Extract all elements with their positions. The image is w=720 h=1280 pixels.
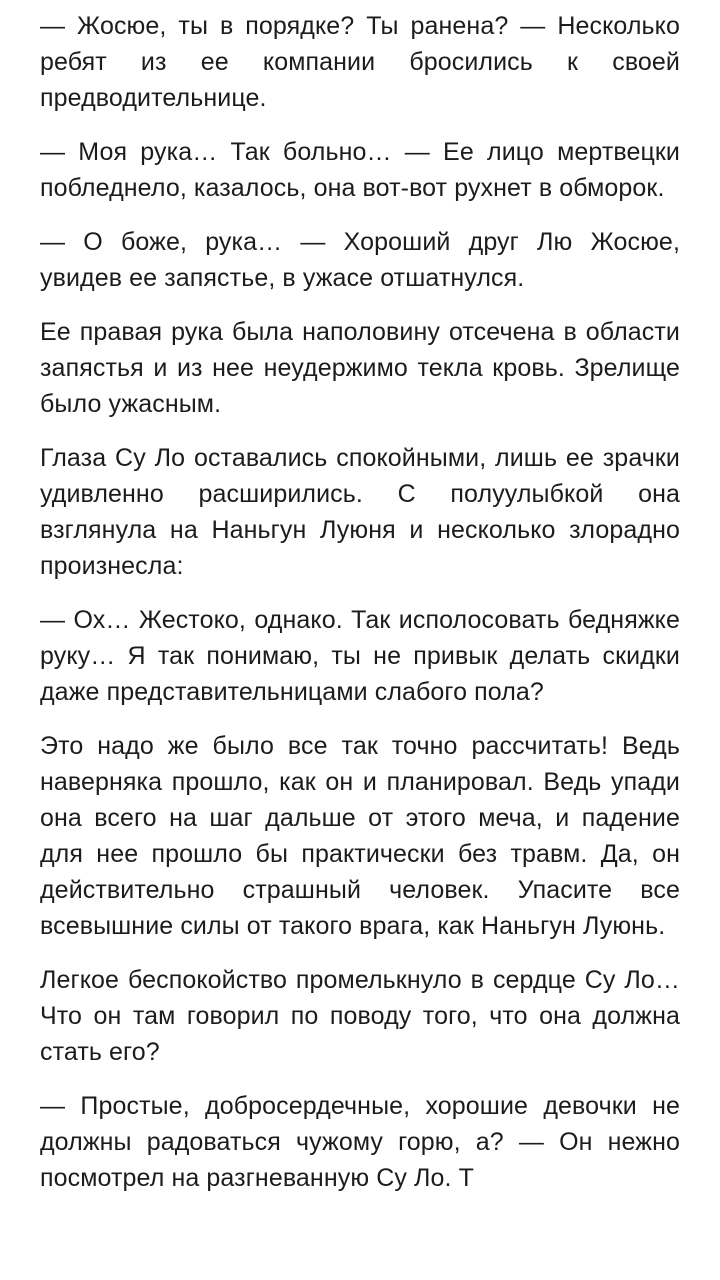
paragraph-7: Это надо же было все так точно рассчитать! Ведь наверняка прошло, как он и планировал. Ведь упади она всего на шаг дальше от этого меча, и падение для нее прошло бы практически без травм. Да, он действительно страшный человек. Упасите все всевышние силы от такого врага, как Наньгун Луюнь. <box>40 732 680 940</box>
chapter-text <box>40 8 680 1214</box>
paragraph-1: — Жосюе, ты в порядке? Ты ранена? — Несколько ребят из ее компании бросились к своей предводительнице. <box>40 12 680 112</box>
paragraph-2: — Моя рука… Так больно… — Ее лицо мертвецки побледнело, казалось, она вот-вот рухнет в обморок. <box>40 138 680 202</box>
paragraph-9: — Простые, добросердечные, хорошие девочки не должны радоваться чужому горю, а? — Он нежно посмотрел на разгневанную Су Ло. Т <box>40 1092 680 1192</box>
paragraph-8: Легкое беспокойство промелькнуло в сердце Су Ло… Что он там говорил по поводу того, что она должна стать его? <box>40 966 680 1066</box>
paragraph-4: Ее правая рука была наполовину отсечена в области запястья и из нее неудержимо текла кровь. Зрелище было ужасным. <box>40 318 680 418</box>
paragraph-6: — Ох… Жестоко, однако. Так исполосовать бедняжке руку… Я так понимаю, ты не привык делать скидки даже представительницами слабого пола? <box>40 606 680 706</box>
paragraph-3: — О боже, рука… — Хороший друг Лю Жосюе, увидев ее запястье, в ужасе отшатнулся. <box>40 228 680 292</box>
paragraph-5: Глаза Су Ло оставались спокойными, лишь ее зрачки удивленно расширились. С полуулыбкой она взглянула на Наньгун Луюня и несколько злорадно произнесла: <box>40 444 680 580</box>
